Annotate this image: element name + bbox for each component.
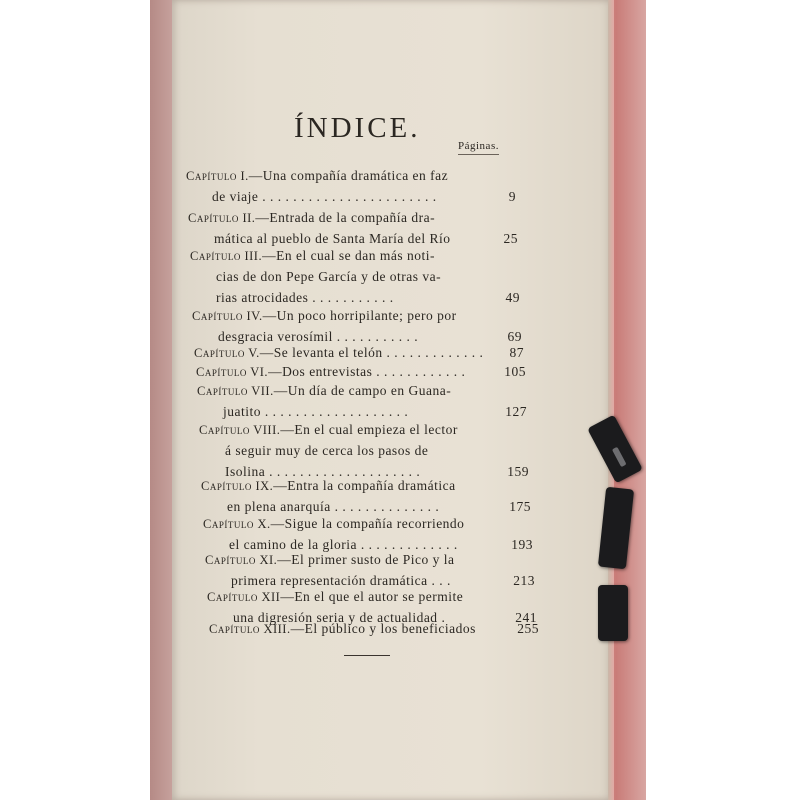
- chapter-title-line: —Una compañía dramática en faz: [248, 168, 449, 183]
- chapter-title-line: en plena anarquía: [227, 499, 331, 514]
- chapter-title-line: —Sigue la compañía recorriendo: [270, 516, 465, 531]
- toc-entry-10: Capítulo X.—Sigue la compañía recorriendo el camino de la gloria . . . . . . . . . . . . . 193: [203, 513, 533, 555]
- chapter-label: Capítulo VII.: [197, 384, 274, 398]
- chapter-title-line: Isolina: [225, 464, 266, 479]
- chapter-title-line: una digresión seria y de actualidad: [233, 610, 438, 625]
- page-number: 105: [504, 364, 526, 379]
- chapter-label: Capítulo X.: [203, 517, 271, 531]
- chapter-title-line: el camino de la gloria: [229, 537, 357, 552]
- page-edge: [608, 0, 614, 800]
- chapter-label: Capítulo II.: [188, 211, 256, 225]
- chapter-title-line: —Un día de campo en Guana-: [273, 383, 452, 398]
- index-title: ÍNDICE.: [294, 112, 421, 144]
- page-number: 159: [507, 464, 529, 479]
- page-number: 127: [505, 404, 527, 419]
- page-number: 49: [505, 290, 520, 305]
- page-number: 25: [503, 231, 518, 246]
- toc-entry-13: [209, 618, 539, 639]
- chapter-label: Capítulo III.: [190, 249, 263, 263]
- toc-entry-9: Capítulo IX.—Entra la compañía dramática en plena anarquía . . . . . . . . . . . . . . 175: [201, 475, 531, 517]
- chapter-title-line: —En el que el autor se permite: [280, 589, 464, 604]
- chapter-title-line: —Se levanta el telón: [259, 345, 383, 360]
- page-number: 241: [515, 610, 537, 625]
- chapter-label: Capítulo XIII.: [209, 622, 291, 636]
- page-number: 213: [513, 573, 535, 588]
- chapter-title-line: —El público y los beneficiados: [290, 621, 476, 636]
- chapter-title-line: rias atrocidades: [216, 290, 309, 305]
- chapter-label: Capítulo XI.: [205, 553, 278, 567]
- toc-entry-1: Capítulo I.—Una compañía dramática en faz de viaje . . . . . . . . . . . . . . . . . . . . . . . 9: [186, 165, 516, 207]
- toc-entry-5: Capítulo V.—Se levanta el telón . . . . . . . . . . . . . 87: [194, 342, 524, 363]
- toc-entry-6: Capítulo VI.—Dos entrevistas . . . . . . . . . . . . 105: [196, 361, 526, 382]
- chapter-label: Capítulo IV.: [192, 309, 263, 323]
- chapter-label: Capítulo VIII.: [199, 423, 281, 437]
- toc-entry-12: Capítulo XII—En el que el autor se permite una digresión seria y de actualidad . 241: [207, 586, 537, 628]
- chapter-title-line: á seguir muy de cerca los pasos de: [225, 443, 429, 458]
- chapter-label: Capítulo XII: [207, 590, 281, 604]
- page-number: 9: [508, 189, 516, 204]
- chapter-title-line: cias de don Pepe García y de otras va-: [216, 269, 442, 284]
- pages-column-header: Páginas.: [458, 140, 499, 155]
- chapter-title-line: —El primer susto de Pico y la: [277, 552, 455, 567]
- binder-clip-lower: [598, 585, 628, 641]
- chapter-label: Capítulo V.: [194, 346, 260, 360]
- chapter-title-line: —Dos entrevistas: [268, 364, 373, 379]
- toc-entry-7: Capítulo VII.—Un día de campo en Guana- juatito . . . . . . . . . . . . . . . . . . . 127: [197, 380, 527, 422]
- chapter-label: Capítulo IX.: [201, 479, 274, 493]
- chapter-label: Capítulo I.: [186, 169, 249, 183]
- closing-rule: [344, 655, 390, 656]
- toc-entry-4: Capítulo IV.—Un poco horripilante; pero por desgracia verosímil . . . . . . . . . . . 69: [192, 305, 522, 347]
- toc-entry-2: [188, 207, 518, 249]
- toc-entry-11: Capítulo XI.—El primer susto de Pico y la primera representación dramática . . . 213: [205, 549, 535, 591]
- chapter-title-line: —Entra la compañía dramática: [273, 478, 456, 493]
- chapter-label: Capítulo VI.: [196, 365, 269, 379]
- page-number: 255: [517, 621, 539, 636]
- page-number: 193: [511, 537, 533, 552]
- chapter-title-line: mática al pueblo de Santa María del Río: [214, 231, 451, 246]
- chapter-title-line: —En el cual empieza el lector: [280, 422, 458, 437]
- book-page: [172, 0, 612, 800]
- clip-highlight: [612, 447, 627, 467]
- chapter-title-line: de viaje: [212, 189, 259, 204]
- chapter-title-line: —Entrada de la compañía dra-: [255, 210, 436, 225]
- page-number: 69: [507, 329, 522, 344]
- page-number: 175: [509, 499, 531, 514]
- toc-entry-3: Capítulo III.—En el cual se dan más noti- cias de don Pepe García y de otras va- rias atrocidades . . . . . . . . . . . 49: [190, 245, 520, 308]
- toc-entry-8: Capítulo VIII.—En el cual empieza el lector á seguir muy de cerca los pasos de Isolina . . . . . . . . . . . . . . . . . . . . 159: [199, 419, 529, 482]
- chapter-title-line: primera representación dramática: [231, 573, 428, 588]
- chapter-title-line: —Un poco horripilante; pero por: [262, 308, 457, 323]
- chapter-title-line: desgracia verosímil: [218, 329, 333, 344]
- chapter-title-line: —En el cual se dan más noti-: [262, 248, 436, 263]
- page-number: 87: [509, 345, 524, 360]
- chapter-title-line: juatito: [223, 404, 261, 419]
